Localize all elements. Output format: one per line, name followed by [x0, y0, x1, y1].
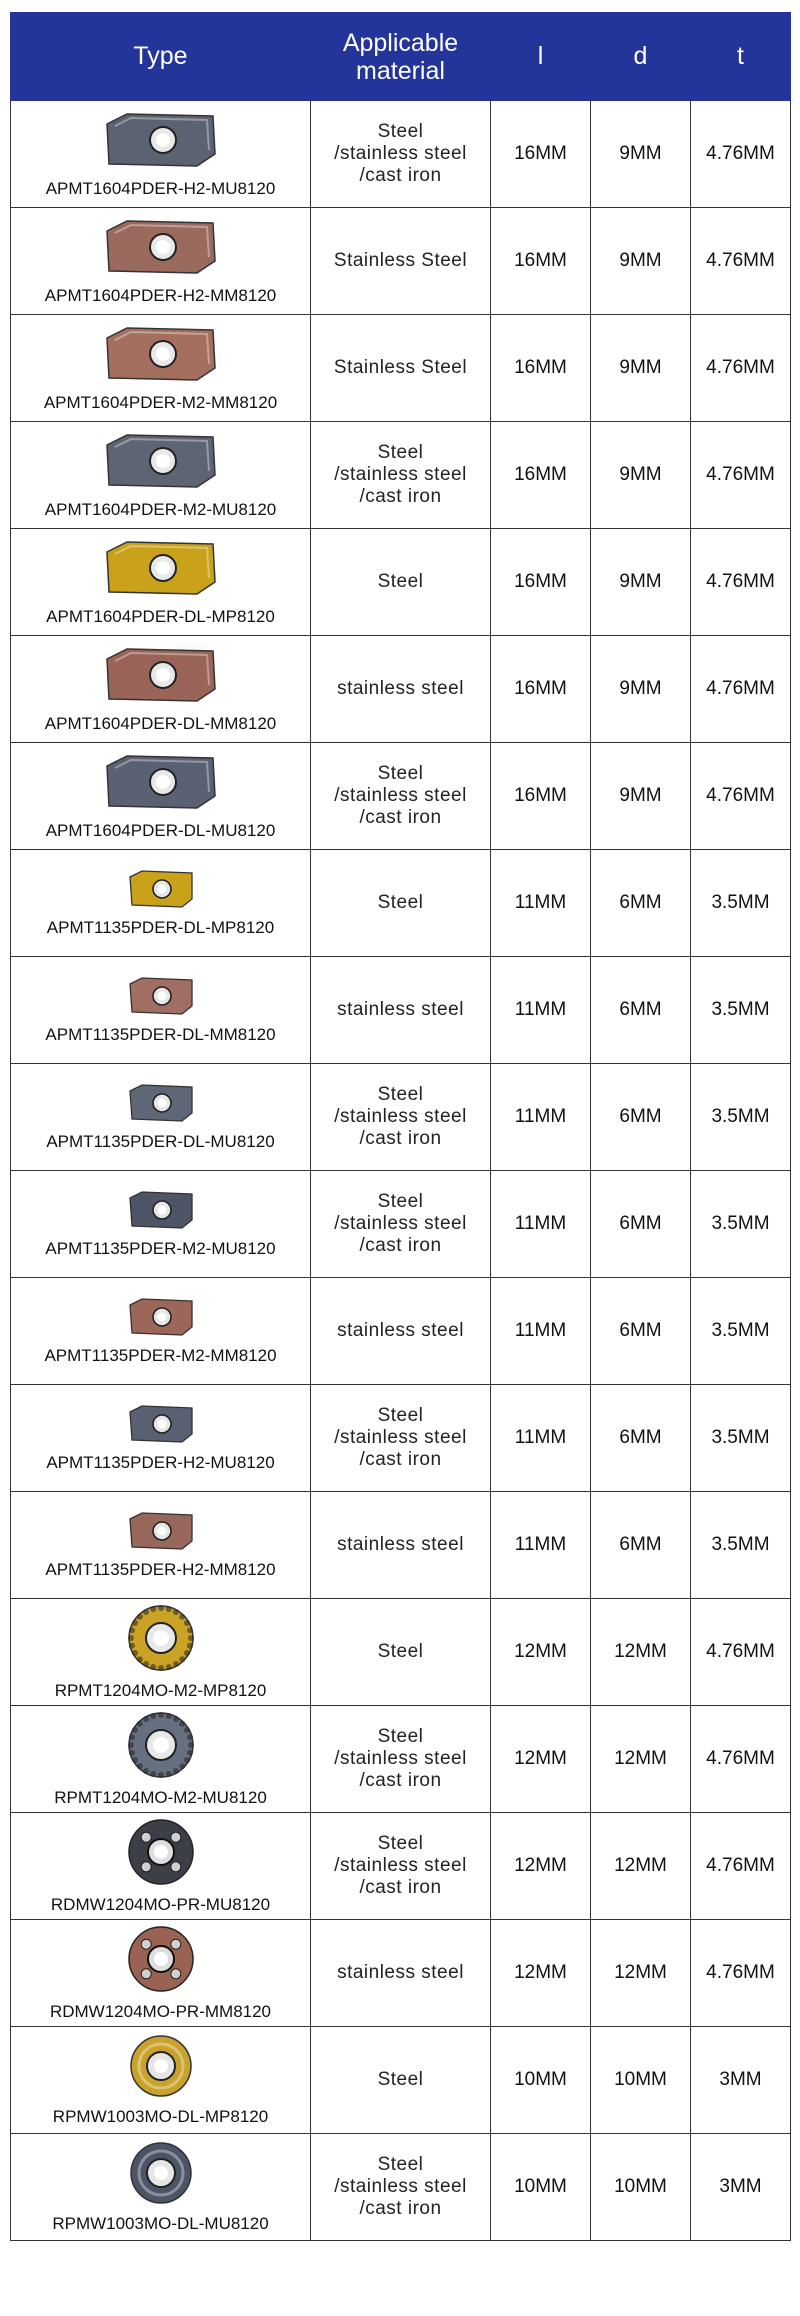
thickness-cell: 3.5MM [691, 957, 791, 1064]
type-cell [11, 2027, 311, 2134]
insert-image [11, 869, 310, 914]
material-cell: Steel /stainless steel /cast iron [311, 2134, 491, 2241]
thickness-cell: 3.5MM [691, 1492, 791, 1599]
diameter-cell: 10MM [591, 2027, 691, 2134]
type-name: APMT1604PDER-DL-MP8120 [46, 606, 275, 626]
header-t: t [691, 13, 791, 101]
type-name: RDMW1204MO-PR-MM8120 [49, 2001, 272, 2021]
thickness-cell: 3MM [691, 2027, 791, 2134]
type-name: APMT1604PDER-DL-MU8120 [45, 820, 276, 840]
material-cell: Steel /stainless steel /cast iron [311, 101, 491, 208]
diameter-cell: 9MM [591, 636, 691, 743]
type-cell [11, 1706, 311, 1813]
table-row [11, 1599, 791, 1706]
diameter-cell: 6MM [591, 1492, 691, 1599]
length-cell: 11MM [491, 850, 591, 957]
insert-image [11, 1711, 310, 1784]
type-name: APMT1135PDER-H2-MM8120 [45, 1559, 276, 1579]
material-cell: stainless steel [311, 1920, 491, 2027]
thickness-cell: 3.5MM [691, 1385, 791, 1492]
thickness-cell: 4.76MM [691, 743, 791, 850]
thickness-cell: 4.76MM [691, 208, 791, 315]
thickness-cell: 4.76MM [691, 315, 791, 422]
material-cell: Steel [311, 850, 491, 957]
type-name: APMT1135PDER-DL-MM8120 [45, 1024, 276, 1044]
thickness-cell: 4.76MM [691, 1599, 791, 1706]
table-row [11, 1171, 791, 1278]
diameter-cell: 12MM [591, 1706, 691, 1813]
table-row [11, 208, 791, 315]
thickness-cell: 4.76MM [691, 422, 791, 529]
diameter-cell: 6MM [591, 850, 691, 957]
material-cell: stainless steel [311, 957, 491, 1064]
table-row [11, 1706, 791, 1813]
length-cell: 11MM [491, 1492, 591, 1599]
material-cell: Stainless Steel [311, 208, 491, 315]
table-row [11, 1492, 791, 1599]
thickness-cell: 3MM [691, 2134, 791, 2241]
material-cell: Steel /stainless steel /cast iron [311, 1064, 491, 1171]
length-cell: 12MM [491, 1813, 591, 1920]
type-cell [11, 743, 311, 850]
type-cell [11, 1492, 311, 1599]
diameter-cell: 6MM [591, 1278, 691, 1385]
diameter-cell: 6MM [591, 957, 691, 1064]
insert-image [11, 2141, 310, 2210]
table-row [11, 1920, 791, 2027]
table-row [11, 2134, 791, 2241]
header-type: Type [11, 13, 311, 101]
length-cell: 10MM [491, 2134, 591, 2241]
type-name: RPMW1003MO-DL-MP8120 [52, 2106, 269, 2126]
diameter-cell: 9MM [591, 208, 691, 315]
insert-image [11, 1818, 310, 1891]
thickness-cell: 4.76MM [691, 1813, 791, 1920]
material-cell: stainless steel [311, 636, 491, 743]
type-cell [11, 1920, 311, 2027]
length-cell: 10MM [491, 2027, 591, 2134]
type-name: APMT1135PDER-DL-MP8120 [46, 917, 275, 937]
diameter-cell: 6MM [591, 1171, 691, 1278]
type-cell [11, 2134, 311, 2241]
type-cell [11, 1385, 311, 1492]
table-row [11, 1385, 791, 1492]
type-cell [11, 1278, 311, 1385]
type-cell [11, 1599, 311, 1706]
length-cell: 11MM [491, 957, 591, 1064]
insert-image [11, 645, 310, 710]
table-row [11, 850, 791, 957]
type-cell [11, 636, 311, 743]
thickness-cell: 3.5MM [691, 1278, 791, 1385]
header-l: l [491, 13, 591, 101]
thickness-cell: 4.76MM [691, 1706, 791, 1813]
thickness-cell: 3.5MM [691, 1171, 791, 1278]
type-name: APMT1135PDER-H2-MU8120 [46, 1452, 275, 1472]
type-cell [11, 1064, 311, 1171]
table-row [11, 315, 791, 422]
table-row [11, 529, 791, 636]
length-cell: 11MM [491, 1385, 591, 1492]
diameter-cell: 12MM [591, 1920, 691, 2027]
type-cell [11, 422, 311, 529]
diameter-cell: 9MM [591, 743, 691, 850]
product-spec-table-wrapper [10, 12, 790, 2241]
type-name: APMT1135PDER-M2-MM8120 [44, 1345, 277, 1365]
length-cell: 12MM [491, 1599, 591, 1706]
insert-image [11, 1083, 310, 1128]
thickness-cell: 4.76MM [691, 101, 791, 208]
insert-image [11, 976, 310, 1021]
header-material: Applicable material [311, 13, 491, 101]
insert-image [11, 1604, 310, 1677]
table-row [11, 101, 791, 208]
type-name: APMT1604PDER-DL-MM8120 [44, 713, 277, 733]
material-cell: Stainless Steel [311, 315, 491, 422]
type-cell [11, 850, 311, 957]
diameter-cell: 12MM [591, 1599, 691, 1706]
length-cell: 16MM [491, 208, 591, 315]
diameter-cell: 6MM [591, 1064, 691, 1171]
type-cell [11, 101, 311, 208]
table-row [11, 1813, 791, 1920]
material-cell: Steel [311, 529, 491, 636]
insert-image [11, 110, 310, 175]
insert-image [11, 324, 310, 389]
type-name: RPMT1204MO-M2-MP8120 [54, 1680, 267, 1700]
thickness-cell: 3.5MM [691, 1064, 791, 1171]
material-cell: Steel /stainless steel /cast iron [311, 1706, 491, 1813]
thickness-cell: 4.76MM [691, 529, 791, 636]
length-cell: 11MM [491, 1278, 591, 1385]
table-row [11, 2027, 791, 2134]
insert-image [11, 1925, 310, 1998]
diameter-cell: 9MM [591, 529, 691, 636]
type-name: RPMT1204MO-M2-MU8120 [54, 1787, 267, 1807]
length-cell: 16MM [491, 743, 591, 850]
diameter-cell: 6MM [591, 1385, 691, 1492]
insert-image [11, 1404, 310, 1449]
length-cell: 16MM [491, 422, 591, 529]
insert-image [11, 217, 310, 282]
insert-image [11, 431, 310, 496]
insert-spec-table [10, 12, 791, 2241]
diameter-cell: 12MM [591, 1813, 691, 1920]
type-name: APMT1604PDER-M2-MU8120 [44, 499, 277, 519]
diameter-cell: 9MM [591, 101, 691, 208]
header-d: d [591, 13, 691, 101]
type-name: APMT1604PDER-H2-MM8120 [44, 285, 277, 305]
diameter-cell: 10MM [591, 2134, 691, 2241]
length-cell: 16MM [491, 315, 591, 422]
diameter-cell: 9MM [591, 315, 691, 422]
length-cell: 16MM [491, 636, 591, 743]
type-cell [11, 208, 311, 315]
table-row [11, 1064, 791, 1171]
material-cell: stainless steel [311, 1278, 491, 1385]
length-cell: 11MM [491, 1171, 591, 1278]
table-row [11, 636, 791, 743]
type-cell [11, 1813, 311, 1920]
insert-image [11, 752, 310, 817]
table-row [11, 1278, 791, 1385]
type-cell [11, 529, 311, 636]
type-name: RPMW1003MO-DL-MU8120 [52, 2213, 269, 2233]
table-row [11, 957, 791, 1064]
type-name: APMT1604PDER-H2-MU8120 [45, 178, 276, 198]
type-name: APMT1604PDER-M2-MM8120 [43, 392, 278, 412]
table-body [11, 101, 791, 2241]
insert-image [11, 1511, 310, 1556]
insert-image [11, 538, 310, 603]
type-name: RDMW1204MO-PR-MU8120 [50, 1894, 271, 1914]
material-cell: Steel /stainless steel /cast iron [311, 422, 491, 529]
type-cell [11, 315, 311, 422]
material-cell: Steel /stainless steel /cast iron [311, 1171, 491, 1278]
insert-image [11, 1297, 310, 1342]
material-cell: Steel /stainless steel /cast iron [311, 1813, 491, 1920]
type-name: APMT1135PDER-DL-MU8120 [46, 1131, 275, 1151]
thickness-cell: 3.5MM [691, 850, 791, 957]
material-cell: stainless steel [311, 1492, 491, 1599]
thickness-cell: 4.76MM [691, 636, 791, 743]
diameter-cell: 9MM [591, 422, 691, 529]
length-cell: 12MM [491, 1706, 591, 1813]
length-cell: 12MM [491, 1920, 591, 2027]
table-row [11, 743, 791, 850]
type-cell [11, 1171, 311, 1278]
material-cell: Steel /stainless steel /cast iron [311, 743, 491, 850]
type-name: APMT1135PDER-M2-MU8120 [45, 1238, 276, 1258]
thickness-cell: 4.76MM [691, 1920, 791, 2027]
type-cell [11, 957, 311, 1064]
table-header-row [11, 13, 791, 101]
material-cell: Steel /stainless steel /cast iron [311, 1385, 491, 1492]
insert-image [11, 2034, 310, 2103]
length-cell: 16MM [491, 529, 591, 636]
length-cell: 11MM [491, 1064, 591, 1171]
insert-image [11, 1190, 310, 1235]
material-cell: Steel [311, 1599, 491, 1706]
material-cell: Steel [311, 2027, 491, 2134]
table-row [11, 422, 791, 529]
length-cell: 16MM [491, 101, 591, 208]
